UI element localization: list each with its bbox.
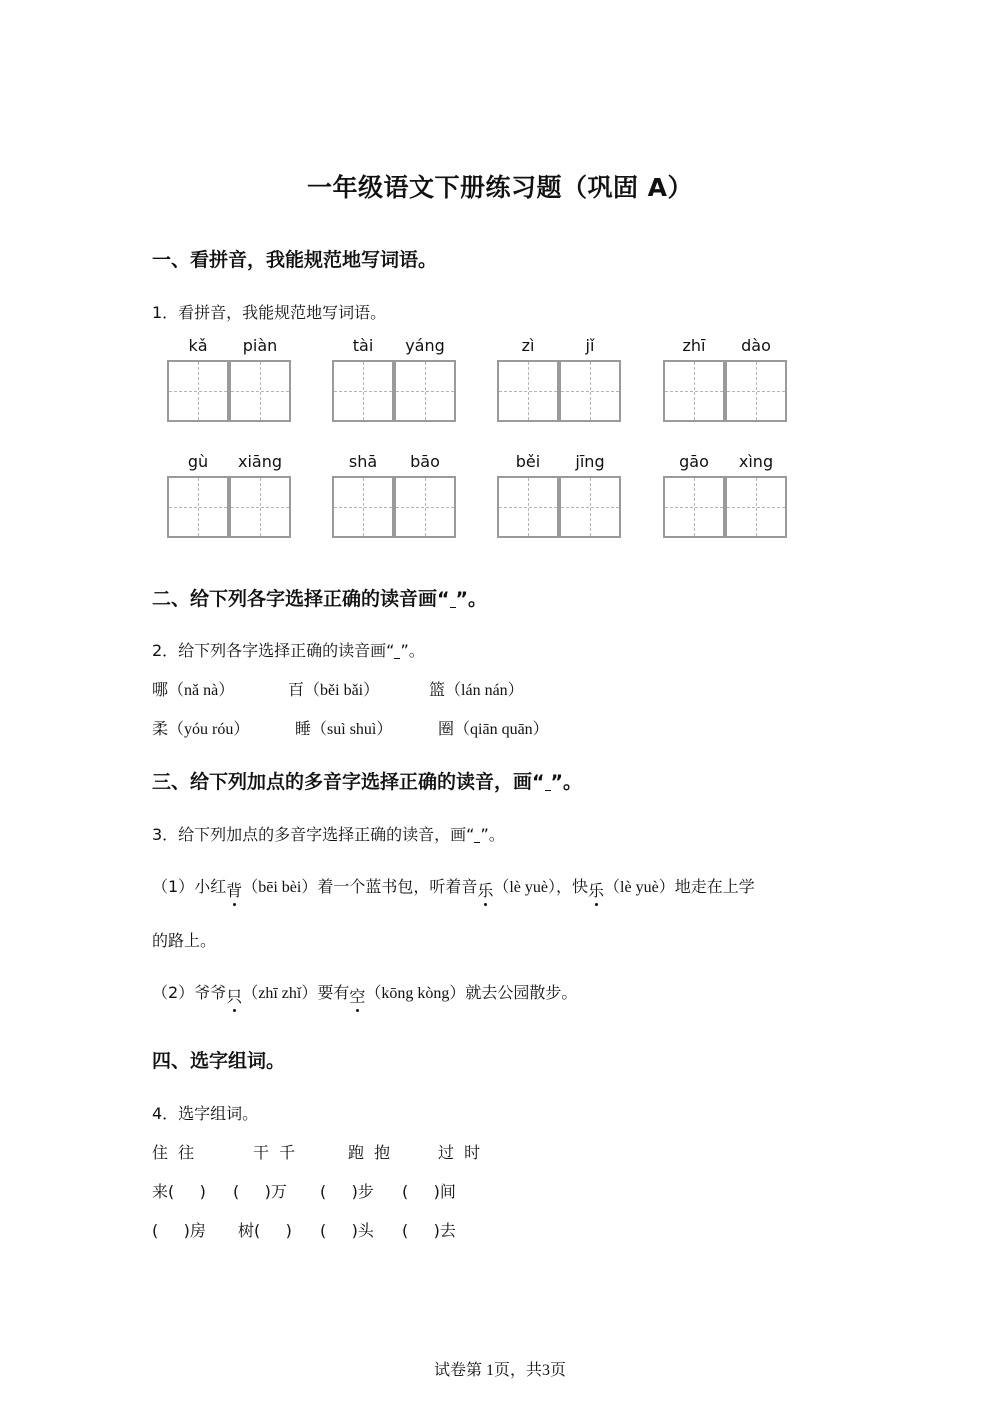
- char-choice: 住 往: [152, 1143, 195, 1162]
- tian-zi-cell[interactable]: [725, 360, 787, 422]
- pinyin-label: běi: [515, 452, 541, 471]
- tian-zi-cell[interactable]: [725, 476, 787, 538]
- pinyin-label: gāo: [679, 452, 709, 471]
- pinyin-label: zhī: [682, 336, 706, 355]
- tian-zi-cell[interactable]: [559, 360, 621, 422]
- page-footer: 试卷第 1页，共3页: [433, 1362, 566, 1379]
- tian-zi-cell[interactable]: [167, 476, 229, 538]
- pinyin-label: xiāng: [237, 452, 282, 471]
- pinyin-label: shā: [348, 452, 378, 471]
- tian-zi-cell[interactable]: [332, 360, 394, 422]
- reading-item: 哪（nǎ nà）: [152, 680, 235, 699]
- pinyin-label: bāo: [410, 452, 440, 471]
- tian-zi-cell[interactable]: [332, 476, 394, 538]
- pinyin-label: zì: [521, 336, 535, 355]
- char-choice: 跑 抱: [348, 1143, 391, 1162]
- tian-zi-cell[interactable]: [167, 360, 229, 422]
- pinyin-label: piàn: [242, 336, 278, 355]
- reading-item: 百（běi bǎi）: [288, 680, 380, 699]
- page-title: 一年级语文下册练习题（巩固 A）: [306, 173, 694, 202]
- question-3: 3．给下列加点的多音字选择正确的读音，画“ ”。: [152, 825, 505, 844]
- pinyin-label: dào: [741, 336, 771, 355]
- section-1-heading: 一、看拼音，我能规范地写词语。: [152, 249, 438, 271]
- tian-zi-cell[interactable]: [497, 476, 559, 538]
- section-3-heading: 三、给下列加点的多音字选择正确的读音，画“ ”。: [152, 771, 582, 793]
- pinyin-label: jīng: [575, 452, 605, 471]
- question-2: 2．给下列各字选择正确的读音画“ ”。: [152, 641, 425, 660]
- tian-zi-cell[interactable]: [229, 360, 291, 422]
- pinyin-label: yáng: [405, 336, 445, 355]
- dotted-char: 只: [226, 984, 242, 1007]
- pinyin-label: xìng: [738, 452, 774, 471]
- dotted-char: 乐: [477, 878, 493, 901]
- word-blank[interactable]: ( )房: [152, 1221, 206, 1240]
- pinyin-label: kǎ: [188, 336, 208, 355]
- dotted-char: 空: [349, 984, 365, 1007]
- char-choice: 干 千: [253, 1143, 296, 1162]
- dotted-char: 乐: [588, 878, 604, 901]
- pinyin-label: jǐ: [585, 336, 595, 355]
- reading-item: 圈（qiān quān）: [438, 719, 549, 738]
- pinyin-label: gù: [187, 452, 209, 471]
- tian-zi-cell[interactable]: [229, 476, 291, 538]
- char-choice: 过 时: [438, 1143, 481, 1162]
- sentence-1-continued: 的路上。: [152, 931, 217, 950]
- tian-zi-cell[interactable]: [559, 476, 621, 538]
- word-blank[interactable]: ( )去: [402, 1221, 456, 1240]
- dotted-char: 背: [226, 878, 242, 901]
- reading-item: 睡（suì shuì）: [295, 719, 393, 738]
- tian-zi-cell[interactable]: [663, 476, 725, 538]
- tian-zi-cell[interactable]: [394, 360, 456, 422]
- word-blank[interactable]: 来( ): [152, 1182, 206, 1201]
- reading-item: 篮（lán nán）: [429, 680, 524, 699]
- sentence-1: （1）小红背（bēi bèi）着一个蓝书包，听着音乐（lè yuè），快乐（lè yuè）地走在上学: [152, 877, 755, 900]
- word-blank[interactable]: ( )间: [402, 1182, 456, 1201]
- tian-zi-cell[interactable]: [497, 360, 559, 422]
- word-blank[interactable]: ( )步: [320, 1182, 374, 1201]
- tian-zi-cell[interactable]: [663, 360, 725, 422]
- section-2-heading: 二、给下列各字选择正确的读音画“ ”。: [152, 588, 487, 610]
- reading-item: 柔（yóu róu）: [152, 719, 250, 738]
- tian-zi-cell[interactable]: [394, 476, 456, 538]
- pinyin-label: tài: [352, 336, 374, 355]
- question-1: 1．看拼音，我能规范地写词语。: [152, 303, 387, 322]
- section-4-heading: 四、选字组词。: [152, 1050, 286, 1072]
- word-blank[interactable]: ( )头: [320, 1221, 374, 1240]
- sentence-2: （2）爷爷只（zhī zhǐ）要有空（kōng kòng）就去公园散步。: [152, 983, 578, 1006]
- word-blank[interactable]: ( )万: [233, 1182, 287, 1201]
- word-blank[interactable]: 树( ): [238, 1221, 292, 1240]
- question-4: 4．选字组词。: [152, 1104, 259, 1123]
